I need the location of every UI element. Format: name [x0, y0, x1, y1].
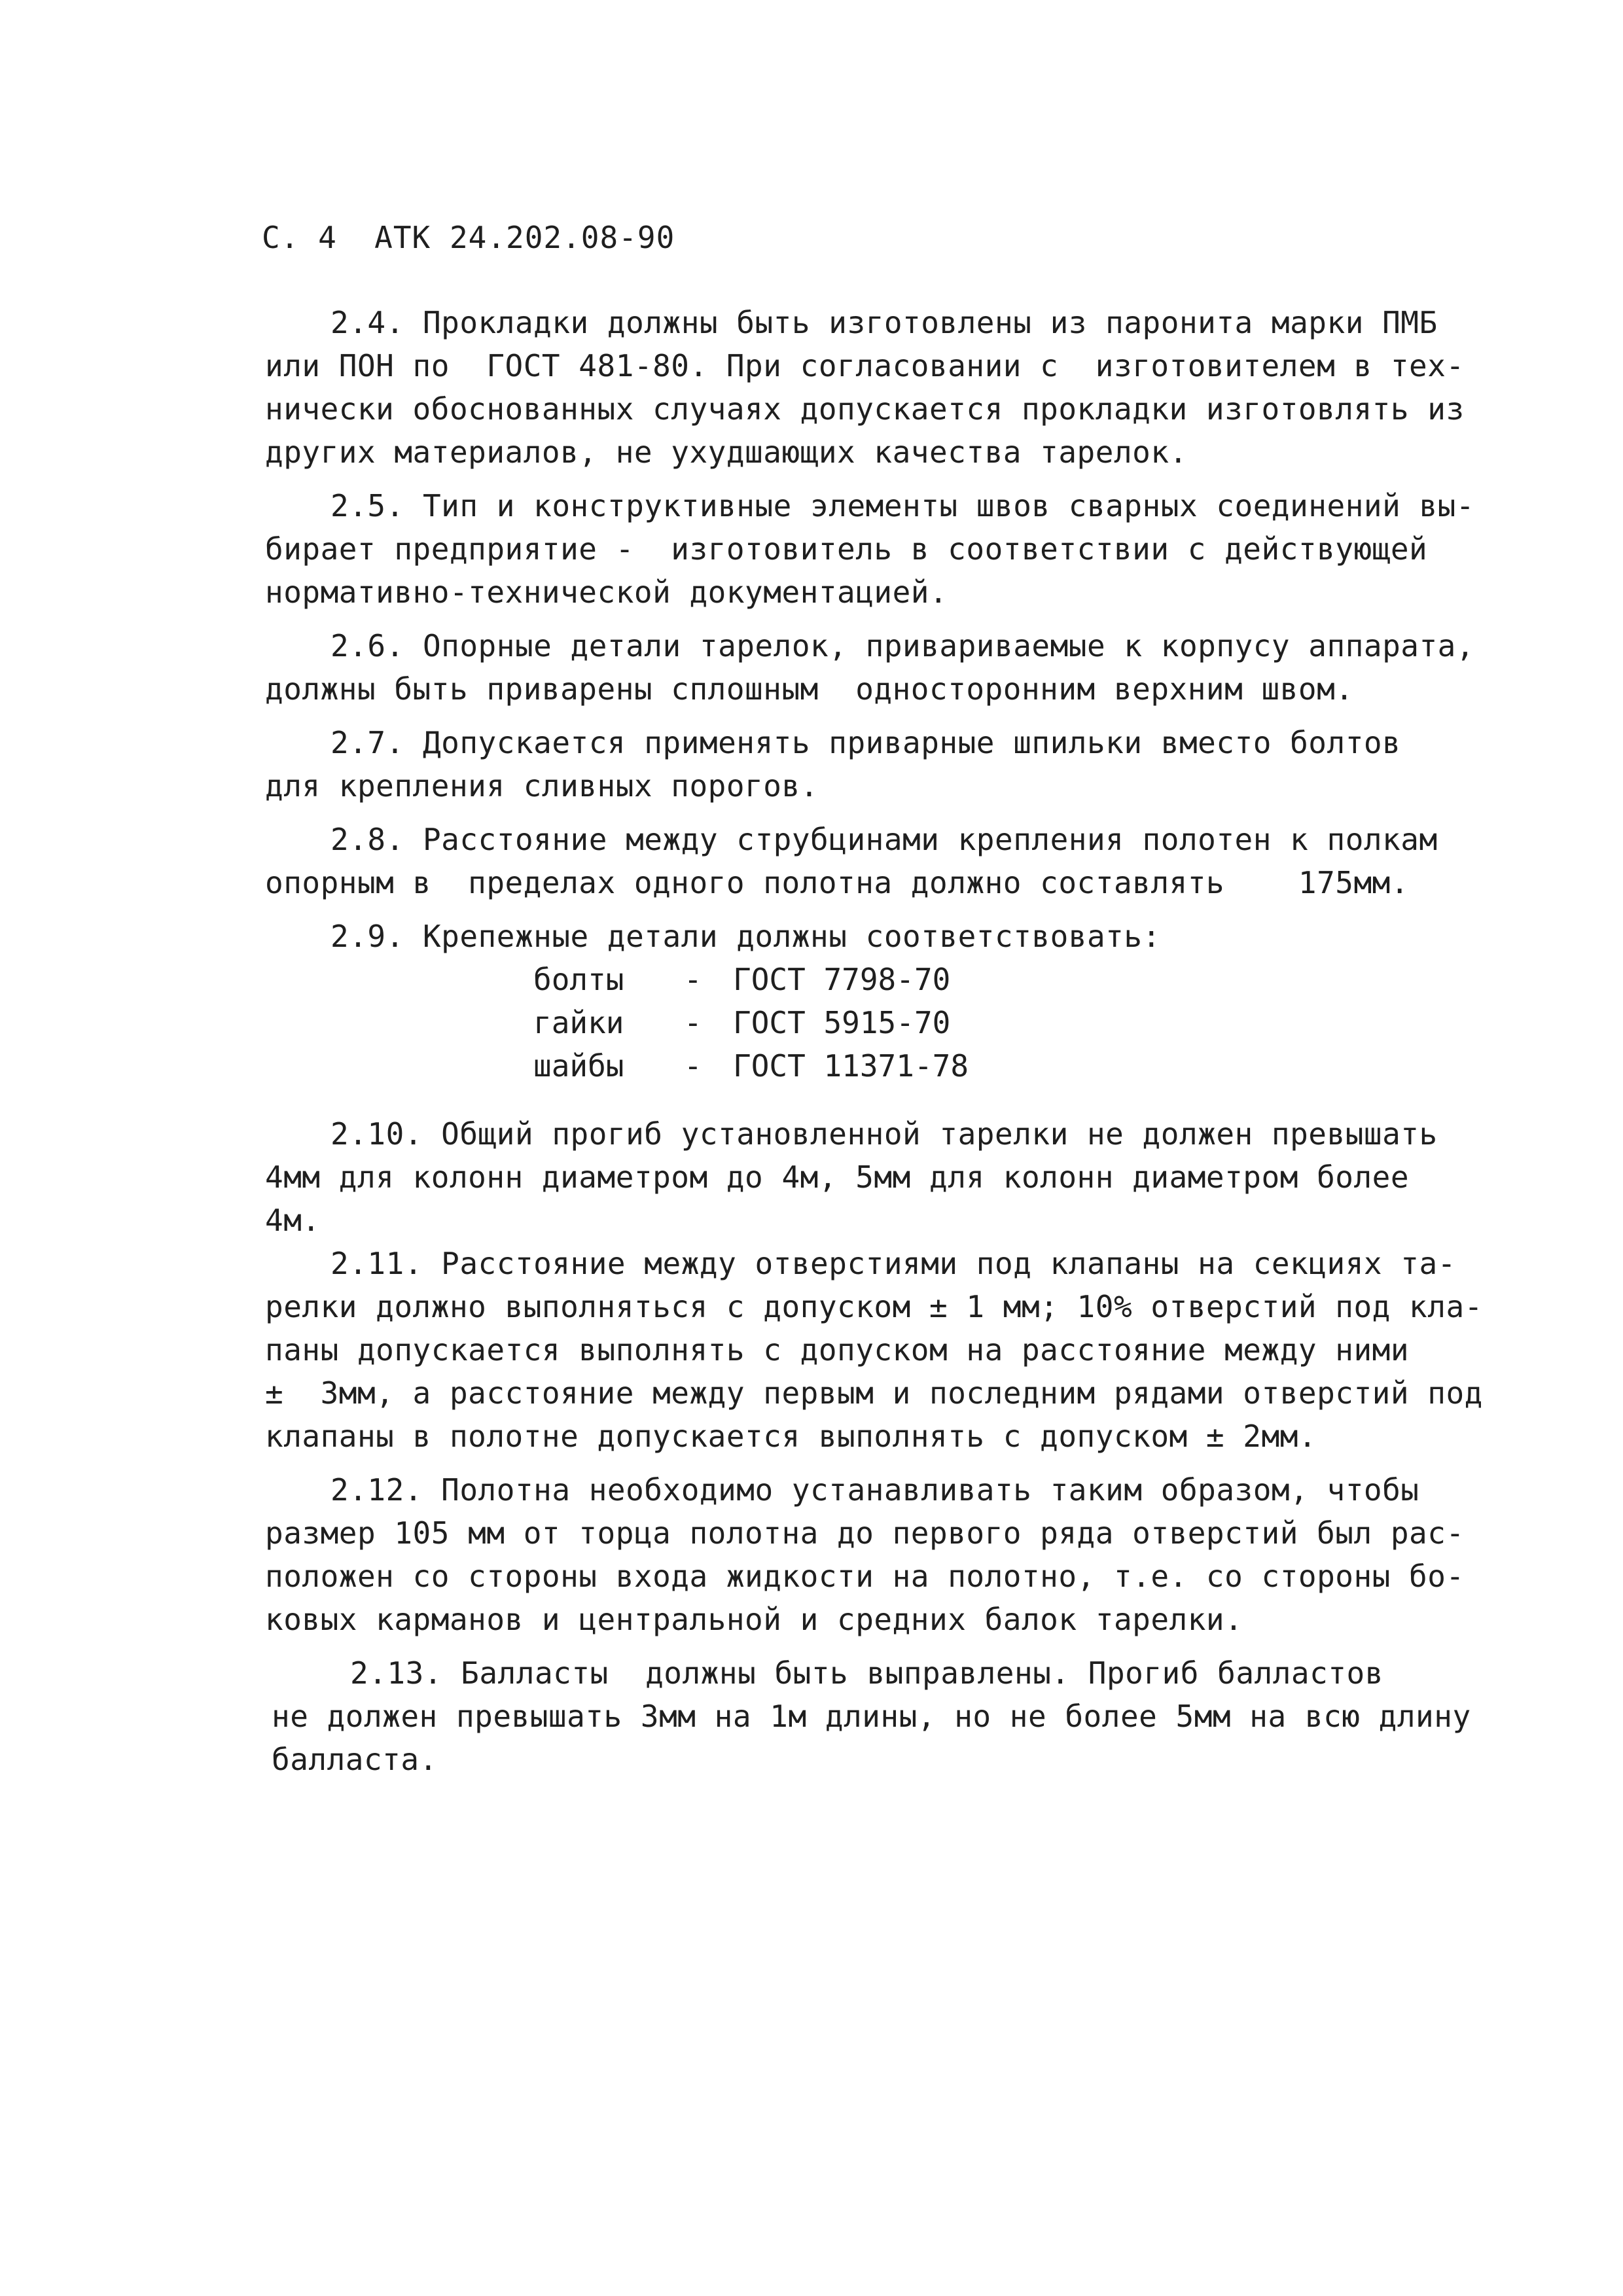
- para-2-11-line-2: релки должно выполняться с допуском ± 1 мм; 10% отверстий под кла-: [265, 1289, 1483, 1324]
- para-2-8-line-1: 2.8. Расстояние между струбцинами крепления полотен к полкам: [330, 822, 1438, 857]
- para-2-12-line-4: ковых карманов и центральной и средних балок тарелки.: [265, 1602, 1243, 1637]
- fastener-row: [533, 1044, 1057, 1087]
- fastener-dash: -: [684, 962, 702, 997]
- para-2-12-line-2: размер 105 мм от торца полотна до первого ряда отверстий был рас-: [265, 1515, 1465, 1551]
- fastener-standard: ГОСТ 5915-70: [733, 1005, 951, 1040]
- para-2-13-line-3: балласта.: [272, 1742, 438, 1777]
- para-2-11-line-4: ± 3мм, а расстояние между первым и последним рядами отверстий под: [265, 1375, 1483, 1411]
- para-2-13-line-1: 2.13. Балласты должны быть выправлены. Прогиб балластов: [350, 1655, 1383, 1691]
- fastener-name: гайки: [533, 1005, 624, 1040]
- para-2-5-line-2: бирает предприятие - изготовитель в соответствии с действующей: [265, 531, 1428, 567]
- page-header: С. 4 АТК 24.202.08-90: [262, 220, 675, 255]
- para-2-10-line-3: 4м.: [265, 1203, 321, 1238]
- para-2-8-line-2: опорным в пределах одного полотна должно составлять 175мм.: [265, 865, 1410, 900]
- fastener-dash: -: [684, 1048, 702, 1084]
- para-2-11-line-3: паны допускается выполнять с допуском на расстояние между ними: [265, 1332, 1410, 1368]
- fastener-name: шайбы: [533, 1048, 624, 1084]
- para-2-9-line-1: 2.9. Крепежные детали должны соответствовать:: [330, 919, 1161, 954]
- para-2-4-line-3: нически обоснованных случаях допускается прокладки изготовлять из: [265, 391, 1465, 427]
- para-2-12-line-3: положен со стороны входа жидкости на полотно, т.е. со стороны бо-: [265, 1559, 1465, 1594]
- para-2-5-line-3: нормативно-технической документацией.: [265, 574, 948, 610]
- para-2-10-line-2: 4мм для колонн диаметром до 4м, 5мм для колонн диаметром более: [265, 1159, 1410, 1195]
- para-2-11-line-1: 2.11. Расстояние между отверстиями под клапаны на секциях та-: [330, 1246, 1456, 1281]
- fastener-row: [533, 1001, 1057, 1044]
- para-2-5-line-1: 2.5. Тип и конструктивные элементы швов сварных соединений вы-: [330, 488, 1475, 523]
- fastener-row: [533, 958, 1057, 1001]
- para-2-11-line-5: клапаны в полотне допускается выполнять с допуском ± 2мм.: [265, 1419, 1317, 1454]
- para-2-4-line-1: 2.4. Прокладки должны быть изготовлены из паронита марки ПМБ: [330, 305, 1438, 340]
- para-2-6-line-2: должны быть приварены сплошным односторонним верхним швом.: [265, 671, 1354, 707]
- fastener-standard: ГОСТ 11371-78: [733, 1048, 969, 1084]
- para-2-12-line-1: 2.12. Полотна необходимо устанавливать таким образом, чтобы: [330, 1472, 1419, 1508]
- fastener-name: болты: [533, 962, 624, 997]
- para-2-6-line-1: 2.6. Опорные детали тарелок, привариваемые к корпусу аппарата,: [330, 628, 1475, 663]
- para-2-4-line-4: других материалов, не ухудшающих качества тарелок.: [265, 434, 1188, 470]
- fastener-standard: ГОСТ 7798-70: [733, 962, 951, 997]
- para-2-10-line-1: 2.10. Общий прогиб установленной тарелки не должен превышать: [330, 1116, 1438, 1152]
- fastener-dash: -: [684, 1005, 702, 1040]
- para-2-13-line-2: не должен превышать 3мм на 1м длины, но не более 5мм на всю длину: [272, 1699, 1471, 1734]
- para-2-4-line-2: или ПОН по ГОСТ 481-80. При согласовании с изготовителем в тех-: [265, 348, 1465, 383]
- para-2-7-line-1: 2.7. Допускается применять приварные шпильки вместо болтов: [330, 725, 1401, 760]
- para-2-7-line-2: для крепления сливных порогов.: [265, 768, 819, 804]
